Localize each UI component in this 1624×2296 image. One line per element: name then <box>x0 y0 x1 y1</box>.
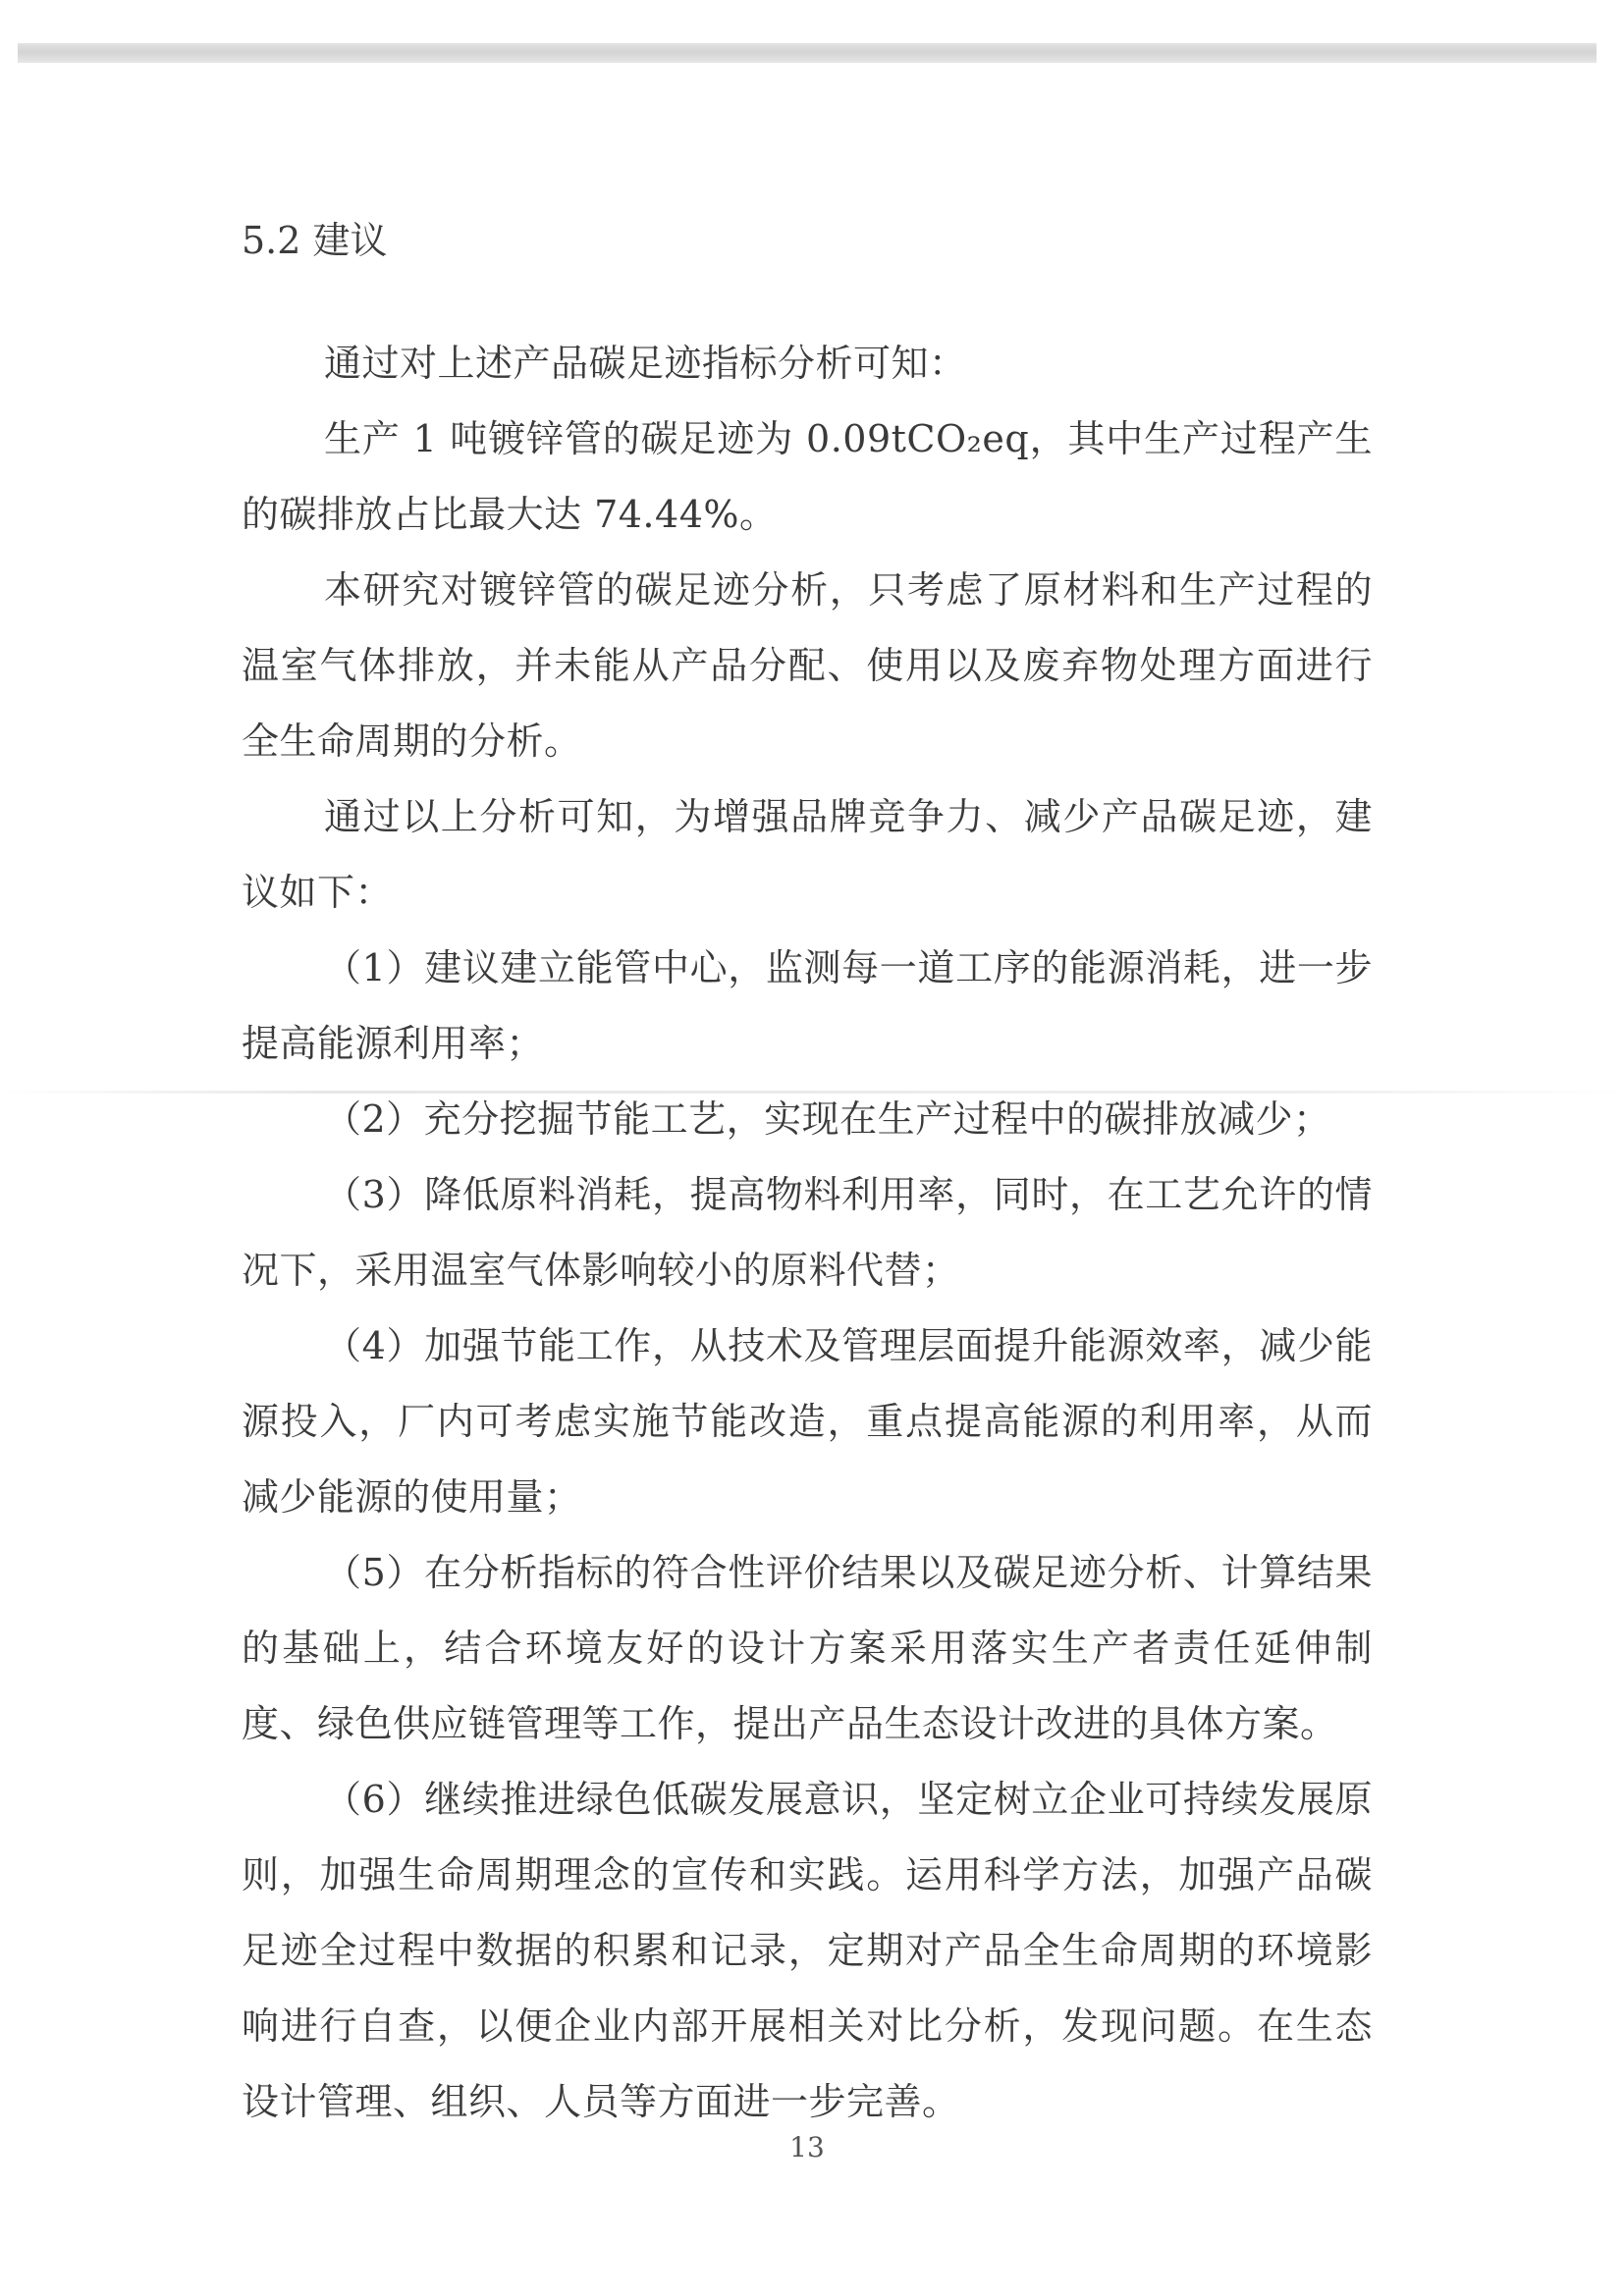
paragraph-carbon-footprint-result: 生产 1 吨镀锌管的碳足迹为 0.09tCO₂eq，其中生产过程产生的碳排放占比最大达 74.44%。 <box>242 417 1373 536</box>
recommendation-item-1: （1）建议建立能管中心，监测每一道工序的能源消耗，进一步提高能源利用率； <box>242 946 1373 1065</box>
scan-top-rule <box>18 43 1597 63</box>
page-number: 13 <box>789 2131 825 2163</box>
section-heading: 5.2 建议 <box>242 219 388 262</box>
paragraph-scope-limitation: 本研究对镀锌管的碳足迹分析，只考虑了原材料和生产过程的温室气体排放，并未能从产品分配、使用以及废弃物处理方面进行全生命周期的分析。 <box>242 568 1373 763</box>
recommendation-item-6: （6）继续推进绿色低碳发展意识，坚定树立企业可持续发展原则，加强生命周期理念的宣传和实践。运用科学方法，加强产品碳足迹全过程中数据的积累和记录，定期对产品全生命周期的环境影响进行自查，以便企业内部开展相关对比分析，发现问题。在生态设计管理、组织、人员等方面进一步完善。 <box>242 1778 1373 2123</box>
section-body <box>242 326 1373 2140</box>
recommendation-item-4: （4）加强节能工作，从技术及管理层面提升能源效率，减少能源投入，厂内可考虑实施节能改造，重点提高能源的利用率，从而减少能源的使用量； <box>242 1324 1373 1519</box>
paragraph-intro: 通过对上述产品碳足迹指标分析可知： <box>324 342 967 385</box>
recommendation-item-2: （2）充分挖掘节能工艺，实现在生产过程中的碳排放减少； <box>324 1097 1331 1141</box>
recommendation-item-5: （5）在分析指标的符合性评价结果以及碳足迹分析、计算结果的基础上，结合环境友好的设计方案采用落实生产者责任延伸制度、绿色供应链管理等工作，提出产品生态设计改进的具体方案。 <box>242 1551 1373 1745</box>
recommendation-item-3: （3）降低原料消耗，提高物料利用率，同时，在工艺允许的情况下，采用温室气体影响较小的原料代替； <box>242 1173 1373 1292</box>
paragraph-recommendation-lead: 通过以上分析可知，为增强品牌竞争力、减少产品碳足迹，建议如下： <box>242 795 1373 914</box>
